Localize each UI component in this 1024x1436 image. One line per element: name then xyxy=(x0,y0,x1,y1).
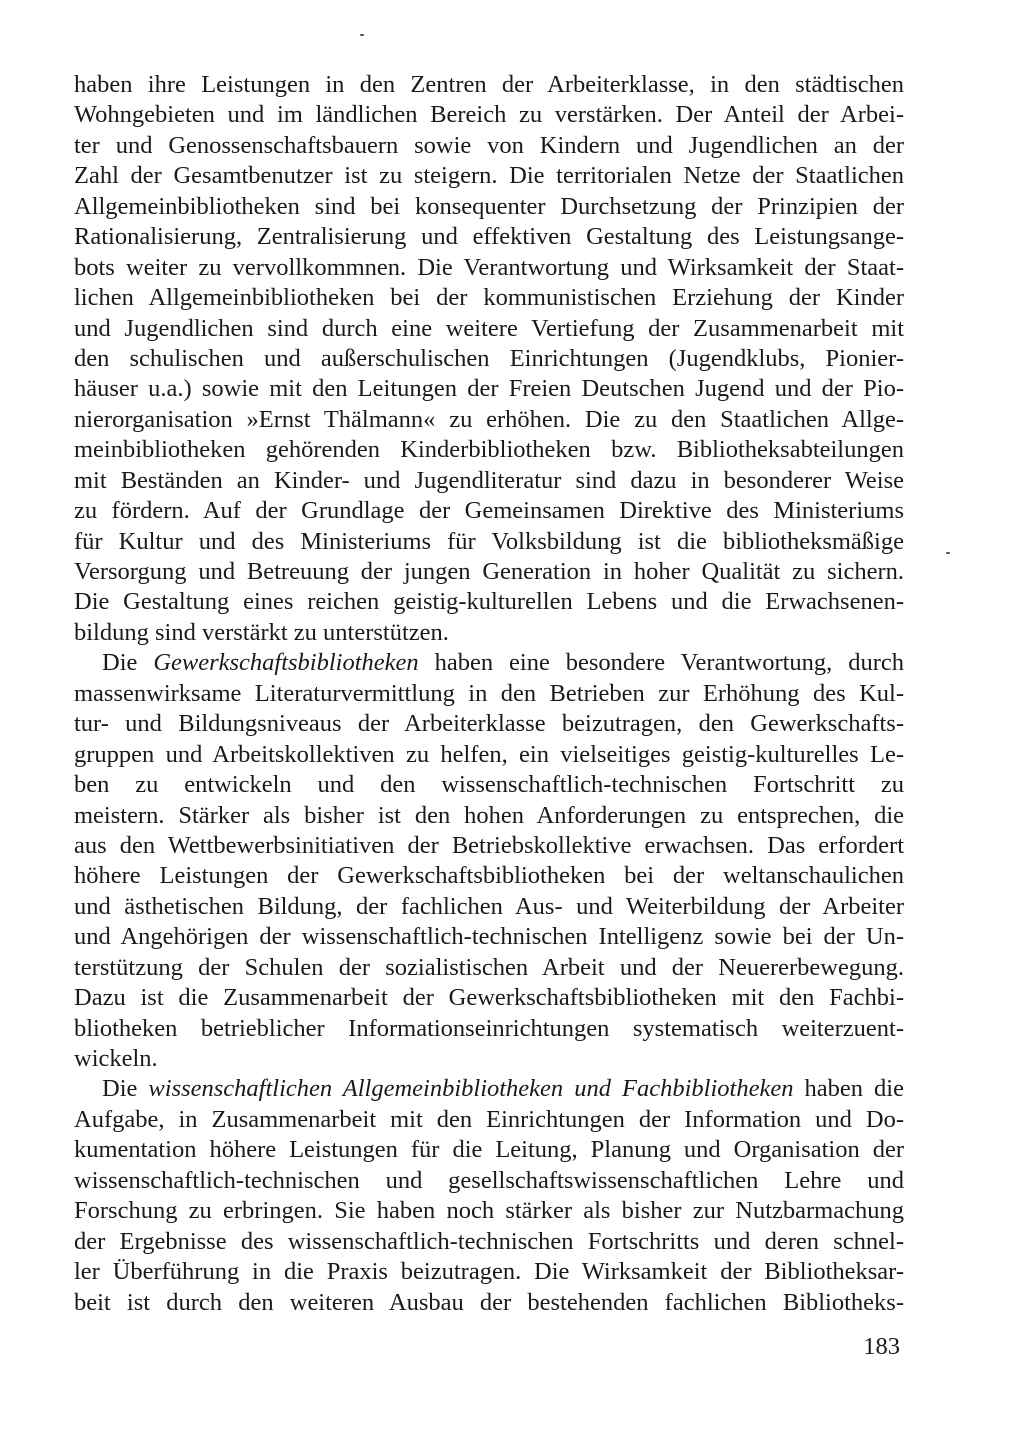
text-line xyxy=(74,1135,904,1165)
text-segment: Wohngebieten und im ländlichen Bereich zu verstärken. Der Anteil der Arbei- xyxy=(74,101,904,129)
text-segment: und Angehörigen der wissenschaftlich-technischen Intelligenz sowie bei der Un- xyxy=(74,923,904,951)
text-segment: Dazu ist die Zusammenarbeit der Gewerkschaftsbibliotheken mit den Fachbi- xyxy=(74,984,904,1012)
text-segment: wissenschaftlich-technischen und gesellschaftswissenschaftlichen Lehre und xyxy=(74,1166,904,1194)
text-segment: bildung sind verstärkt zu unterstützen. xyxy=(74,618,449,646)
text-line xyxy=(74,679,904,709)
text-segment: haben die xyxy=(793,1075,904,1103)
text-line xyxy=(74,557,904,587)
text-segment: meistern. Stärker als bisher ist den hohen Anforderungen zu entsprechen, die xyxy=(74,801,904,829)
text-segment: und Jugendlichen sind durch eine weitere Vertiefung der Zusammenarbeit mit xyxy=(74,314,904,342)
scan-speck xyxy=(946,552,950,554)
text-segment: ter und Genossenschaftsbauern sowie von Kindern und Jugendlichen an der xyxy=(74,131,904,159)
text-line xyxy=(74,1166,904,1196)
text-line xyxy=(74,1227,904,1257)
text-line xyxy=(74,922,904,952)
text-segment: Die xyxy=(102,1075,149,1103)
text-segment: Die Gestaltung eines reichen geistig-kulturellen Lebens und die Erwachsenen- xyxy=(74,588,904,616)
text-line xyxy=(74,253,904,283)
text-segment: tur- und Bildungsniveaus der Arbeiterklasse beizutragen, den Gewerkschafts- xyxy=(74,710,904,738)
text-line xyxy=(74,131,904,161)
text-segment: wickeln. xyxy=(74,1045,158,1072)
text-segment: und ästhetischen Bildung, der fachlichen Aus- und Weiterbildung der Arbeiter xyxy=(74,892,904,920)
text-line xyxy=(74,283,904,313)
text-segment: Aufgabe, in Zusammenarbeit mit den Einrichtungen der Information und Do- xyxy=(74,1105,904,1133)
paragraph-3 xyxy=(74,1074,904,1318)
page-number: 183 xyxy=(863,1333,900,1360)
paragraph-2 xyxy=(74,648,904,1074)
text-line xyxy=(74,527,904,557)
body-text xyxy=(74,70,904,1318)
text-line xyxy=(74,344,904,374)
text-segment: beit ist durch den weiteren Ausbau der bestehenden fachlichen Bibliotheks- xyxy=(74,1288,904,1316)
text-line xyxy=(74,770,904,800)
text-segment: massenwirksame Literaturvermittlung in den Betrieben zur Erhöhung des Kul- xyxy=(74,679,904,707)
text-line xyxy=(74,1257,904,1287)
text-segment: haben eine besondere Verantwortung, durch xyxy=(418,649,905,677)
text-line xyxy=(74,435,904,465)
text-segment: terstützung der Schulen der sozialistischen Arbeit und der Neuererbewegung. xyxy=(74,953,904,981)
text-line xyxy=(74,1105,904,1135)
text-line xyxy=(74,100,904,130)
text-line xyxy=(74,70,904,100)
text-segment: den schulischen und außerschulischen Einrichtungen (Jugendklubs, Pionier- xyxy=(74,344,904,372)
text-segment: höhere Leistungen der Gewerkschaftsbibliotheken bei der weltanschaulichen xyxy=(74,862,904,890)
text-segment: aus den Wettbewerbsinitiativen der Betriebskollektive erwachsen. Das erfordert xyxy=(74,831,904,859)
text-line xyxy=(74,740,904,770)
text-line xyxy=(74,1074,904,1104)
text-line xyxy=(74,618,904,648)
text-line xyxy=(74,1044,904,1074)
text-line xyxy=(74,314,904,344)
scan-speck xyxy=(360,34,364,36)
text-segment: Allgemeinbibliotheken sind bei konsequenter Durchsetzung der Prinzipien der xyxy=(74,192,904,220)
text-line xyxy=(74,953,904,983)
emphasized-term: wissenschaftlichen Allgemeinbibliotheken und Fachbibliotheken xyxy=(148,1075,794,1103)
text-line xyxy=(74,648,904,678)
text-segment: haben ihre Leistungen in den Zentren der Arbeiterklasse, in den städtischen xyxy=(74,71,904,98)
text-segment: zu fördern. Auf der Grundlage der Gemeinsamen Direktive des Ministeriums xyxy=(74,497,904,525)
text-segment: Rationalisierung, Zentralisierung und effektiven Gestaltung des Leistungsange- xyxy=(74,223,904,251)
text-segment: kumentation höhere Leistungen für die Leitung, Planung und Organisation der xyxy=(74,1136,904,1164)
text-line xyxy=(74,192,904,222)
text-line xyxy=(74,466,904,496)
text-segment: mit Beständen an Kinder- und Jugendliteratur sind dazu in besonderer Weise xyxy=(74,466,904,494)
text-segment: lichen Allgemeinbibliotheken bei der kommunistischen Erziehung der Kinder xyxy=(74,284,904,312)
text-line xyxy=(74,374,904,404)
text-line xyxy=(74,496,904,526)
paragraph-1 xyxy=(74,70,904,648)
text-line xyxy=(74,1288,904,1318)
text-line xyxy=(74,405,904,435)
text-line xyxy=(74,587,904,617)
text-segment: häuser u.a.) sowie mit den Leitungen der Freien Deutschen Jugend und der Pio- xyxy=(74,375,904,403)
text-segment: Versorgung und Betreuung der jungen Generation in hoher Qualität zu sichern. xyxy=(74,558,904,585)
text-segment: Forschung zu erbringen. Sie haben noch stärker als bisher zur Nutzbarmachung xyxy=(74,1197,904,1225)
text-line xyxy=(74,222,904,252)
text-line xyxy=(74,861,904,891)
emphasized-term: Gewerkschaftsbibliotheken xyxy=(153,649,419,677)
text-segment: Die xyxy=(102,649,154,677)
text-segment: bliotheken betrieblicher Informationseinrichtungen systematisch weiterzuent- xyxy=(74,1014,904,1042)
text-segment: für Kultur und des Ministeriums für Volksbildung ist die bibliotheksmäßige xyxy=(74,527,904,555)
text-segment: bots weiter zu vervollkommnen. Die Verantwortung und Wirksamkeit der Staat- xyxy=(74,253,904,281)
text-segment: nierorganisation »Ernst Thälmann« zu erhöhen. Die zu den Staatlichen Allge- xyxy=(74,405,904,433)
text-segment: Zahl der Gesamtbenutzer ist zu steigern. Die territorialen Netze der Staatlichen xyxy=(74,162,904,190)
text-segment: meinbibliotheken gehörenden Kinderbibliotheken bzw. Bibliotheksabteilungen xyxy=(74,436,904,464)
text-line xyxy=(74,831,904,861)
text-line xyxy=(74,709,904,739)
text-line xyxy=(74,983,904,1013)
text-segment: ben zu entwickeln und den wissenschaftlich-technischen Fortschritt zu xyxy=(74,771,904,799)
text-segment: der Ergebnisse des wissenschaftlich-technischen Fortschritts und deren schnel- xyxy=(74,1227,904,1255)
text-line xyxy=(74,1196,904,1226)
text-line xyxy=(74,801,904,831)
text-segment: gruppen und Arbeitskollektiven zu helfen, ein vielseitiges geistig-kulturelles Le- xyxy=(74,740,904,768)
text-line xyxy=(74,892,904,922)
text-line xyxy=(74,161,904,191)
text-line xyxy=(74,1014,904,1044)
text-segment: ler Überführung in die Praxis beizutragen. Die Wirksamkeit der Bibliotheksar- xyxy=(74,1258,904,1286)
